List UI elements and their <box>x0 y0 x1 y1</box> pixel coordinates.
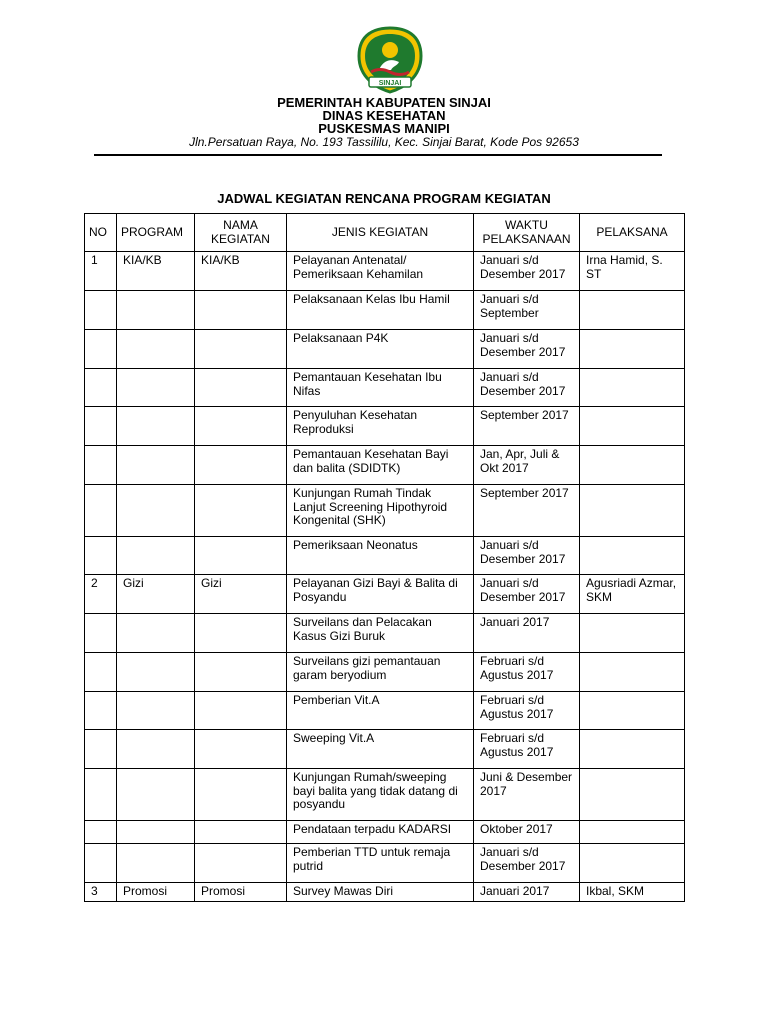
cell-pelaksana <box>580 844 685 883</box>
table-row <box>85 730 685 769</box>
table-row <box>85 407 685 446</box>
table-row <box>85 252 685 291</box>
cell-program <box>117 407 195 446</box>
cell-jenis-kegiatan: Pemberian Vit.A <box>287 692 474 730</box>
col-header-nama-kegiatan: NAMA KEGIATAN <box>195 214 287 252</box>
cell-pelaksana <box>580 407 685 446</box>
cell-nama-kegiatan <box>195 844 287 883</box>
document-title: JADWAL KEGIATAN RENCANA PROGRAM KEGIATAN <box>217 191 551 206</box>
cell-waktu-pelaksanaan: Januari s/d Desember 2017 <box>474 575 580 614</box>
cell-jenis-kegiatan: Sweeping Vit.A <box>287 730 474 769</box>
cell-waktu-pelaksanaan: September 2017 <box>474 407 580 446</box>
cell-no <box>85 291 117 330</box>
table-row <box>85 291 685 330</box>
cell-jenis-kegiatan: Pelayanan Gizi Bayi & Balita di Posyandu <box>287 575 474 614</box>
cell-pelaksana <box>580 291 685 330</box>
cell-nama-kegiatan <box>195 330 287 369</box>
cell-nama-kegiatan <box>195 821 287 844</box>
cell-nama-kegiatan <box>195 614 287 653</box>
cell-program <box>117 485 195 537</box>
cell-jenis-kegiatan: Kunjungan Rumah/sweeping bayi balita yang tidak datang di posyandu <box>287 769 474 821</box>
cell-waktu-pelaksanaan: Jan, Apr, Juli & Okt 2017 <box>474 446 580 485</box>
cell-jenis-kegiatan: Pelayanan Antenatal/ Pemeriksaan Kehamilan <box>287 252 474 291</box>
cell-no <box>85 369 117 407</box>
cell-program <box>117 821 195 844</box>
cell-pelaksana <box>580 446 685 485</box>
table-row <box>85 769 685 821</box>
cell-pelaksana <box>580 330 685 369</box>
cell-program <box>117 614 195 653</box>
cell-pelaksana <box>580 653 685 692</box>
cell-waktu-pelaksanaan: Februari s/d Agustus 2017 <box>474 653 580 692</box>
header-government: PEMERINTAH KABUPATEN SINJAI <box>277 95 491 110</box>
cell-program <box>117 769 195 821</box>
table-row <box>85 575 685 614</box>
cell-program <box>117 653 195 692</box>
cell-nama-kegiatan <box>195 485 287 537</box>
cell-nama-kegiatan <box>195 537 287 575</box>
table-row <box>85 485 685 537</box>
cell-program <box>117 844 195 883</box>
cell-jenis-kegiatan: Surveilans gizi pemantauan garam beryodium <box>287 653 474 692</box>
cell-jenis-kegiatan: Pendataan terpadu KADARSI <box>287 821 474 844</box>
emblem-sun <box>382 42 398 58</box>
table-header-row <box>85 214 685 252</box>
cell-waktu-pelaksanaan: Februari s/d Agustus 2017 <box>474 692 580 730</box>
cell-no: 1 <box>85 252 117 291</box>
cell-program <box>117 692 195 730</box>
cell-no <box>85 537 117 575</box>
cell-program <box>117 537 195 575</box>
cell-jenis-kegiatan: Pemantauan Kesehatan Bayi dan balita (SDIDTK) <box>287 446 474 485</box>
cell-nama-kegiatan: KIA/KB <box>195 252 287 291</box>
cell-no <box>85 407 117 446</box>
cell-pelaksana: Irna Hamid, S. ST <box>580 252 685 291</box>
table-row <box>85 330 685 369</box>
table-row <box>85 369 685 407</box>
cell-waktu-pelaksanaan: Oktober 2017 <box>474 821 580 844</box>
cell-no: 3 <box>85 883 117 902</box>
cell-waktu-pelaksanaan: Januari s/d Desember 2017 <box>474 252 580 291</box>
col-header-no: NO <box>85 214 117 252</box>
cell-jenis-kegiatan: Pemeriksaan Neonatus <box>287 537 474 575</box>
cell-nama-kegiatan <box>195 769 287 821</box>
table-row <box>85 537 685 575</box>
cell-no <box>85 485 117 537</box>
cell-jenis-kegiatan: Survey Mawas Diri <box>287 883 474 902</box>
cell-no <box>85 446 117 485</box>
sinjai-regency-emblem <box>355 26 425 94</box>
table-row <box>85 446 685 485</box>
col-header-jenis-kegiatan: JENIS KEGIATAN <box>287 214 474 252</box>
header-puskesmas: PUSKESMAS MANIPI <box>318 121 450 136</box>
cell-pelaksana: Ikbal, SKM <box>580 883 685 902</box>
cell-jenis-kegiatan: Penyuluhan Kesehatan Reproduksi <box>287 407 474 446</box>
cell-program <box>117 446 195 485</box>
cell-nama-kegiatan <box>195 369 287 407</box>
cell-waktu-pelaksanaan: Januari s/d Desember 2017 <box>474 844 580 883</box>
cell-no <box>85 821 117 844</box>
cell-nama-kegiatan <box>195 692 287 730</box>
cell-pelaksana <box>580 730 685 769</box>
cell-nama-kegiatan <box>195 407 287 446</box>
cell-waktu-pelaksanaan: Januari 2017 <box>474 883 580 902</box>
cell-pelaksana <box>580 614 685 653</box>
cell-nama-kegiatan <box>195 446 287 485</box>
cell-nama-kegiatan: Gizi <box>195 575 287 614</box>
cell-nama-kegiatan: Promosi <box>195 883 287 902</box>
table-row <box>85 883 685 902</box>
table-row <box>85 653 685 692</box>
header-department: DINAS KESEHATAN <box>322 108 446 123</box>
cell-no <box>85 844 117 883</box>
cell-pelaksana <box>580 821 685 844</box>
cell-waktu-pelaksanaan: September 2017 <box>474 485 580 537</box>
cell-waktu-pelaksanaan: Januari s/d Desember 2017 <box>474 330 580 369</box>
cell-program: Promosi <box>117 883 195 902</box>
cell-no: 2 <box>85 575 117 614</box>
cell-no <box>85 653 117 692</box>
cell-pelaksana <box>580 769 685 821</box>
emblem-ribbon-text: SINJAI <box>378 80 402 87</box>
cell-program <box>117 291 195 330</box>
cell-program: Gizi <box>117 575 195 614</box>
cell-jenis-kegiatan: Pemberian TTD untuk remaja putrid <box>287 844 474 883</box>
table-row <box>85 614 685 653</box>
cell-jenis-kegiatan: Pemantauan Kesehatan Ibu Nifas <box>287 369 474 407</box>
cell-pelaksana: Agusriadi Azmar, SKM <box>580 575 685 614</box>
col-header-pelaksana: PELAKSANA <box>580 214 685 252</box>
col-header-waktu-pelaksanaan: WAKTU PELAKSANAAN <box>474 214 580 252</box>
cell-nama-kegiatan <box>195 730 287 769</box>
cell-pelaksana <box>580 485 685 537</box>
cell-no <box>85 330 117 369</box>
cell-jenis-kegiatan: Pelaksanaan Kelas Ibu Hamil <box>287 291 474 330</box>
header-address: Jln.Persatuan Raya, No. 193 Tassililu, Kec. Sinjai Barat, Kode Pos 92653 <box>189 135 579 149</box>
cell-jenis-kegiatan: Surveilans dan Pelacakan Kasus Gizi Buruk <box>287 614 474 653</box>
cell-no <box>85 769 117 821</box>
cell-program <box>117 369 195 407</box>
cell-waktu-pelaksanaan: Februari s/d Agustus 2017 <box>474 730 580 769</box>
header-divider <box>94 154 662 156</box>
cell-waktu-pelaksanaan: Januari s/d Desember 2017 <box>474 537 580 575</box>
cell-program <box>117 330 195 369</box>
cell-waktu-pelaksanaan: Januari 2017 <box>474 614 580 653</box>
cell-no <box>85 730 117 769</box>
cell-pelaksana <box>580 692 685 730</box>
cell-nama-kegiatan <box>195 653 287 692</box>
col-header-program: PROGRAM <box>117 214 195 252</box>
table-row <box>85 821 685 844</box>
cell-pelaksana <box>580 369 685 407</box>
cell-waktu-pelaksanaan: Januari s/d September <box>474 291 580 330</box>
cell-pelaksana <box>580 537 685 575</box>
cell-nama-kegiatan <box>195 291 287 330</box>
schedule-table <box>84 213 685 902</box>
cell-jenis-kegiatan: Pelaksanaan P4K <box>287 330 474 369</box>
cell-program <box>117 730 195 769</box>
cell-no <box>85 614 117 653</box>
cell-waktu-pelaksanaan: Juni & Desember 2017 <box>474 769 580 821</box>
table-row <box>85 844 685 883</box>
table-row <box>85 692 685 730</box>
cell-waktu-pelaksanaan: Januari s/d Desember 2017 <box>474 369 580 407</box>
cell-program: KIA/KB <box>117 252 195 291</box>
cell-jenis-kegiatan: Kunjungan Rumah Tindak Lanjut Screening Hipothyroid Kongenital (SHK) <box>287 485 474 537</box>
cell-no <box>85 692 117 730</box>
